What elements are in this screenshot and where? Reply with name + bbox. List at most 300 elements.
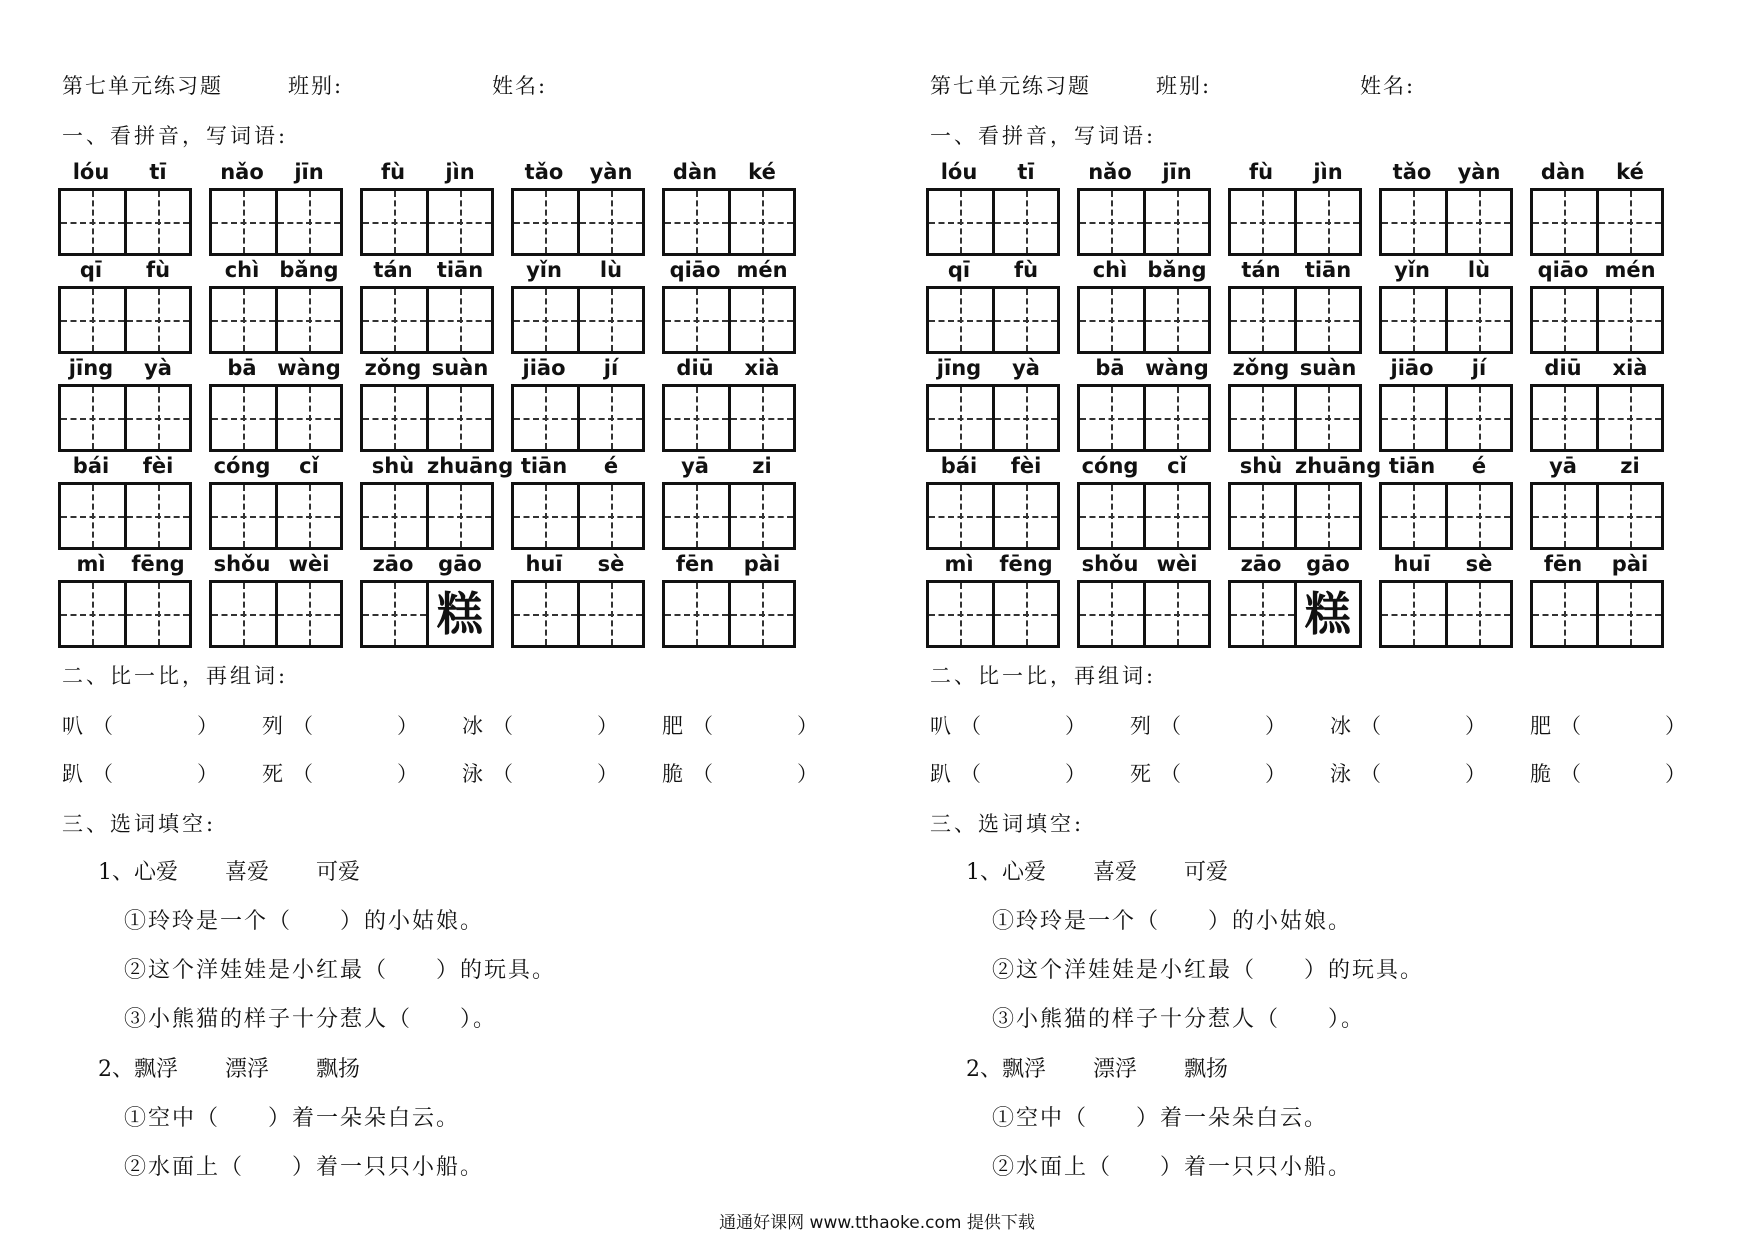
pinyin-word-box bbox=[1530, 356, 1664, 454]
pinyin-label: dàn bbox=[1540, 160, 1586, 184]
writing-cell[interactable] bbox=[212, 387, 275, 449]
answer-blank[interactable] bbox=[92, 758, 218, 788]
compare-item bbox=[1330, 710, 1486, 740]
pinyin-word-box bbox=[1530, 258, 1664, 356]
answer-blank[interactable] bbox=[692, 758, 818, 788]
pinyin-label: jìn bbox=[445, 160, 475, 184]
open-paren: （ bbox=[1160, 714, 1181, 738]
pinyin-label: fēn bbox=[1543, 552, 1583, 576]
pinyin-label: fù bbox=[145, 258, 171, 282]
pinyin-label: jīn bbox=[1162, 160, 1192, 184]
pinyin-label: fù bbox=[1248, 160, 1274, 184]
writing-cell[interactable] bbox=[1382, 191, 1445, 253]
writing-cell[interactable] bbox=[665, 387, 728, 449]
compare-item bbox=[262, 758, 418, 788]
worksheet-title: 第七单元练习题 bbox=[62, 74, 223, 98]
writing-cell[interactable] bbox=[1294, 191, 1360, 253]
compare-item bbox=[1130, 710, 1286, 740]
pinyin-label: dàn bbox=[672, 160, 718, 184]
writing-cell[interactable] bbox=[124, 191, 190, 253]
word-option: 喜爱 bbox=[225, 860, 270, 885]
writing-cell[interactable] bbox=[929, 191, 992, 253]
open-paren: （ bbox=[960, 714, 981, 738]
close-paren: ） bbox=[597, 762, 618, 786]
answer-blank[interactable] bbox=[292, 710, 418, 740]
character-cells bbox=[1379, 188, 1513, 256]
pinyin-label: wàng bbox=[277, 356, 341, 380]
open-paren: （ bbox=[492, 714, 513, 738]
pinyin-label: tǎo bbox=[1392, 160, 1432, 184]
pinyin-word-box bbox=[511, 258, 645, 356]
writing-cell[interactable] bbox=[1231, 583, 1294, 645]
word-options-1 bbox=[966, 855, 1268, 886]
writing-cell[interactable] bbox=[665, 583, 728, 645]
pinyin-label: tiān bbox=[1388, 454, 1436, 478]
writing-cell[interactable] bbox=[124, 387, 190, 449]
character-cells bbox=[58, 580, 192, 648]
writing-cell[interactable] bbox=[1533, 583, 1596, 645]
character-cells bbox=[1077, 482, 1211, 550]
writing-cell[interactable] bbox=[1080, 289, 1143, 351]
writing-cell[interactable] bbox=[992, 485, 1058, 547]
writing-cell[interactable] bbox=[275, 289, 341, 351]
answer-blank[interactable] bbox=[292, 758, 418, 788]
pinyin-label: suàn bbox=[431, 356, 489, 380]
writing-cell[interactable] bbox=[1143, 583, 1209, 645]
pinyin-label: lóu bbox=[72, 160, 110, 184]
compare-character: 肥 bbox=[1530, 714, 1551, 738]
writing-cell[interactable] bbox=[1596, 583, 1662, 645]
pinyin-word-box bbox=[1530, 454, 1664, 552]
character-cells bbox=[209, 286, 343, 354]
pinyin-label: diū bbox=[676, 356, 714, 380]
writing-cell[interactable] bbox=[1143, 485, 1209, 547]
compare-item bbox=[1330, 758, 1486, 788]
word-option: 2、飘浮 bbox=[98, 1057, 178, 1082]
writing-cell[interactable] bbox=[1533, 387, 1596, 449]
writing-cell[interactable] bbox=[728, 289, 794, 351]
writing-cell[interactable] bbox=[275, 387, 341, 449]
pinyin-label: tán bbox=[373, 258, 413, 282]
writing-cell[interactable] bbox=[728, 191, 794, 253]
pinyin-label: mén bbox=[1604, 258, 1656, 282]
section2-heading: 二、比一比，再组词: bbox=[930, 664, 1157, 688]
writing-cell[interactable] bbox=[577, 387, 643, 449]
writing-cell[interactable] bbox=[212, 191, 275, 253]
footer-credit: 通通好课网 www.tthaoke.com 提供下载 bbox=[719, 1213, 1035, 1233]
writing-cell[interactable] bbox=[124, 485, 190, 547]
compare-item bbox=[1130, 758, 1286, 788]
pinyin-label: huī bbox=[525, 552, 563, 576]
writing-cell[interactable] bbox=[929, 485, 992, 547]
pinyin-word-box bbox=[360, 356, 494, 454]
close-paren: ） bbox=[1065, 762, 1086, 786]
name-field-label: 姓名: bbox=[492, 74, 548, 98]
pinyin-word-box bbox=[209, 160, 343, 258]
writing-cell[interactable] bbox=[1382, 387, 1445, 449]
writing-cell[interactable] bbox=[929, 387, 992, 449]
fill-sentence: ①空中（ ）着一朵朵白云。 bbox=[992, 1106, 1329, 1131]
character-cells bbox=[209, 384, 343, 452]
writing-cell[interactable] bbox=[1294, 583, 1360, 645]
close-paren: ） bbox=[1465, 714, 1486, 738]
writing-cell[interactable] bbox=[1445, 191, 1511, 253]
writing-cell[interactable] bbox=[426, 289, 492, 351]
writing-cell[interactable] bbox=[212, 485, 275, 547]
compare-item bbox=[62, 758, 218, 788]
compare-item bbox=[930, 710, 1086, 740]
character-cells bbox=[58, 384, 192, 452]
compare-row-1 bbox=[62, 710, 822, 740]
compare-character: 列 bbox=[1130, 714, 1151, 738]
pinyin-word-box bbox=[511, 160, 645, 258]
compare-item bbox=[462, 710, 618, 740]
pinyin-label: tī bbox=[1017, 160, 1035, 184]
open-paren: （ bbox=[1360, 714, 1381, 738]
compare-item bbox=[62, 710, 218, 740]
pinyin-label: zhuāng bbox=[427, 454, 514, 478]
word-option: 可爱 bbox=[316, 860, 361, 885]
writing-cell[interactable] bbox=[514, 485, 577, 547]
word-option: 漂浮 bbox=[225, 1057, 270, 1082]
writing-cell[interactable] bbox=[61, 485, 124, 547]
pinyin-label: tī bbox=[149, 160, 167, 184]
pinyin-label: tiān bbox=[1304, 258, 1352, 282]
writing-cell[interactable] bbox=[275, 583, 341, 645]
fill-sentence: ②这个洋娃娃是小红最（ ）的玩具。 bbox=[992, 958, 1425, 983]
open-paren: （ bbox=[492, 762, 513, 786]
writing-cell[interactable] bbox=[1382, 485, 1445, 547]
worksheet-title: 第七单元练习题 bbox=[930, 74, 1091, 98]
writing-cell[interactable] bbox=[929, 289, 992, 351]
pinyin-label: zhuāng bbox=[1295, 454, 1382, 478]
writing-cell[interactable] bbox=[426, 387, 492, 449]
open-paren: （ bbox=[1360, 762, 1381, 786]
character-cells bbox=[58, 482, 192, 550]
pinyin-label: jí bbox=[1471, 356, 1487, 380]
writing-cell[interactable] bbox=[1382, 289, 1445, 351]
character-cells bbox=[1379, 286, 1513, 354]
writing-cell[interactable] bbox=[363, 289, 426, 351]
answer-blank[interactable] bbox=[1160, 710, 1286, 740]
writing-cell[interactable] bbox=[124, 289, 190, 351]
pinyin-label: mì bbox=[944, 552, 974, 576]
writing-cell[interactable] bbox=[275, 191, 341, 253]
answer-blank[interactable] bbox=[1160, 758, 1286, 788]
compare-character: 脆 bbox=[1530, 762, 1551, 786]
writing-cell[interactable] bbox=[1596, 289, 1662, 351]
character-cells bbox=[926, 286, 1060, 354]
pinyin-word-box bbox=[1077, 258, 1211, 356]
writing-cell[interactable] bbox=[1445, 485, 1511, 547]
pinyin-label: bái bbox=[72, 454, 110, 478]
fill-sentence: ②这个洋娃娃是小红最（ ）的玩具。 bbox=[124, 958, 557, 983]
writing-cell[interactable] bbox=[1382, 583, 1445, 645]
compare-character: 冰 bbox=[1330, 714, 1351, 738]
answer-blank[interactable] bbox=[960, 710, 1086, 740]
pinyin-label: zi bbox=[752, 454, 772, 478]
close-paren: ） bbox=[397, 762, 418, 786]
writing-cell[interactable] bbox=[1231, 485, 1294, 547]
pinyin-word-box bbox=[209, 454, 343, 552]
character-cells bbox=[1228, 286, 1362, 354]
pinyin-writing-grid bbox=[58, 160, 803, 660]
open-paren: （ bbox=[1560, 762, 1581, 786]
answer-blank[interactable] bbox=[960, 758, 1086, 788]
pinyin-label: jiāo bbox=[522, 356, 566, 380]
character-cells bbox=[511, 286, 645, 354]
writing-cell[interactable] bbox=[992, 191, 1058, 253]
word-option: 飘扬 bbox=[316, 1057, 361, 1082]
writing-cell[interactable] bbox=[992, 387, 1058, 449]
character-cells bbox=[360, 384, 494, 452]
character-cells bbox=[1379, 384, 1513, 452]
pinyin-label: tiān bbox=[436, 258, 484, 282]
compare-character: 脆 bbox=[662, 762, 683, 786]
pinyin-word-box bbox=[926, 258, 1060, 356]
writing-cell[interactable] bbox=[363, 191, 426, 253]
pinyin-label: qī bbox=[947, 258, 971, 282]
writing-cell[interactable] bbox=[1231, 191, 1294, 253]
writing-cell[interactable] bbox=[1080, 191, 1143, 253]
character-cells bbox=[209, 188, 343, 256]
writing-cell[interactable] bbox=[212, 583, 275, 645]
answer-blank[interactable] bbox=[92, 710, 218, 740]
pinyin-label: fù bbox=[380, 160, 406, 184]
writing-cell[interactable] bbox=[1533, 289, 1596, 351]
word-option: 喜爱 bbox=[1093, 860, 1138, 885]
pinyin-word-box bbox=[926, 160, 1060, 258]
compare-row-1 bbox=[930, 710, 1690, 740]
pinyin-word-box bbox=[360, 160, 494, 258]
compare-item bbox=[262, 710, 418, 740]
pinyin-label: fēn bbox=[675, 552, 715, 576]
writing-cell[interactable] bbox=[1533, 191, 1596, 253]
character-cells bbox=[1228, 482, 1362, 550]
character-cells bbox=[662, 188, 796, 256]
fill-sentence: ①空中（ ）着一朵朵白云。 bbox=[124, 1106, 461, 1131]
writing-cell[interactable] bbox=[1143, 387, 1209, 449]
writing-cell[interactable] bbox=[212, 289, 275, 351]
writing-cell[interactable] bbox=[363, 485, 426, 547]
compare-character: 死 bbox=[1130, 762, 1151, 786]
answer-blank[interactable] bbox=[1560, 710, 1686, 740]
writing-cell[interactable] bbox=[1596, 485, 1662, 547]
pinyin-label: fèi bbox=[1010, 454, 1042, 478]
pinyin-word-box bbox=[926, 552, 1060, 650]
compare-character: 肥 bbox=[662, 714, 683, 738]
open-paren: （ bbox=[92, 762, 113, 786]
compare-item bbox=[462, 758, 618, 788]
writing-cell[interactable] bbox=[992, 289, 1058, 351]
pinyin-label: chì bbox=[1092, 258, 1128, 282]
pinyin-word-box bbox=[209, 258, 343, 356]
writing-cell[interactable] bbox=[1294, 387, 1360, 449]
worksheet-header bbox=[62, 70, 822, 102]
pinyin-label: é bbox=[603, 454, 619, 478]
writing-cell[interactable] bbox=[124, 583, 190, 645]
pinyin-word-box bbox=[58, 454, 192, 552]
pinyin-word-box bbox=[1379, 454, 1513, 552]
compare-item bbox=[1530, 710, 1686, 740]
writing-cell[interactable] bbox=[1143, 289, 1209, 351]
compare-item bbox=[1530, 758, 1686, 788]
open-paren: （ bbox=[292, 762, 313, 786]
writing-cell[interactable] bbox=[363, 583, 426, 645]
pinyin-word-box bbox=[1077, 552, 1211, 650]
character-cells bbox=[511, 482, 645, 550]
pinyin-label: wàng bbox=[1145, 356, 1209, 380]
worksheet-right bbox=[868, 0, 1686, 1200]
writing-cell[interactable] bbox=[1294, 485, 1360, 547]
pinyin-label: jiāo bbox=[1390, 356, 1434, 380]
character-cells bbox=[1530, 580, 1664, 648]
answer-blank[interactable] bbox=[1360, 710, 1486, 740]
writing-cell[interactable] bbox=[728, 387, 794, 449]
writing-cell[interactable] bbox=[1080, 583, 1143, 645]
writing-cell[interactable] bbox=[1231, 289, 1294, 351]
answer-blank[interactable] bbox=[492, 758, 618, 788]
pinyin-label: cǐ bbox=[299, 454, 319, 478]
pinyin-word-box bbox=[1228, 454, 1382, 552]
character-cells bbox=[1228, 580, 1362, 648]
pinyin-label: pài bbox=[1611, 552, 1649, 576]
writing-cell[interactable] bbox=[61, 387, 124, 449]
character-cells bbox=[360, 286, 494, 354]
character-cells bbox=[1228, 384, 1362, 452]
writing-cell[interactable] bbox=[1445, 289, 1511, 351]
pinyin-label: shǒu bbox=[1081, 552, 1139, 576]
writing-cell[interactable] bbox=[1445, 387, 1511, 449]
pinyin-word-box bbox=[926, 454, 1060, 552]
pinyin-label: yà bbox=[144, 356, 172, 380]
pinyin-label: zāo bbox=[372, 552, 414, 576]
answer-blank[interactable] bbox=[692, 710, 818, 740]
pinyin-label: yǐn bbox=[1394, 258, 1430, 282]
worksheet-header bbox=[930, 70, 1690, 102]
writing-cell[interactable] bbox=[1533, 485, 1596, 547]
pinyin-label: wèi bbox=[288, 552, 330, 576]
writing-cell[interactable] bbox=[426, 583, 492, 645]
compare-character: 泳 bbox=[462, 762, 483, 786]
section3-heading: 三、选词填空: bbox=[930, 812, 1085, 836]
writing-cell[interactable] bbox=[665, 289, 728, 351]
pinyin-label: sè bbox=[597, 552, 625, 576]
pinyin-word-box bbox=[1379, 552, 1513, 650]
pinyin-label: yàn bbox=[1457, 160, 1501, 184]
pinyin-label: bǎng bbox=[1147, 258, 1207, 282]
pinyin-word-box bbox=[1379, 356, 1513, 454]
writing-cell[interactable] bbox=[1080, 387, 1143, 449]
writing-cell[interactable] bbox=[426, 485, 492, 547]
writing-cell[interactable] bbox=[1231, 387, 1294, 449]
pinyin-label: yà bbox=[1012, 356, 1040, 380]
writing-cell[interactable] bbox=[577, 583, 643, 645]
writing-cell[interactable] bbox=[426, 191, 492, 253]
close-paren: ） bbox=[1065, 714, 1086, 738]
pinyin-label: xià bbox=[744, 356, 780, 380]
pinyin-label: nǎo bbox=[220, 160, 264, 184]
pinyin-label: ké bbox=[1616, 160, 1644, 184]
writing-cell[interactable] bbox=[992, 583, 1058, 645]
writing-cell[interactable] bbox=[1294, 289, 1360, 351]
pinyin-label: lù bbox=[1467, 258, 1491, 282]
character-cells bbox=[662, 580, 796, 648]
writing-cell[interactable] bbox=[577, 191, 643, 253]
writing-cell[interactable] bbox=[577, 485, 643, 547]
word-options-2 bbox=[98, 1052, 400, 1083]
writing-cell[interactable] bbox=[665, 191, 728, 253]
writing-cell[interactable] bbox=[728, 583, 794, 645]
compare-character: 叭 bbox=[930, 714, 951, 738]
writing-cell[interactable] bbox=[275, 485, 341, 547]
writing-cell[interactable] bbox=[514, 583, 577, 645]
writing-cell[interactable] bbox=[1596, 387, 1662, 449]
writing-cell[interactable] bbox=[514, 289, 577, 351]
word-option: 2、飘浮 bbox=[966, 1057, 1046, 1082]
writing-cell[interactable] bbox=[1445, 583, 1511, 645]
compare-character: 死 bbox=[262, 762, 283, 786]
writing-cell[interactable] bbox=[514, 387, 577, 449]
pinyin-label: chì bbox=[224, 258, 260, 282]
answer-blank[interactable] bbox=[492, 710, 618, 740]
pinyin-label: yàn bbox=[589, 160, 633, 184]
writing-cell[interactable] bbox=[1143, 191, 1209, 253]
writing-cell[interactable] bbox=[61, 583, 124, 645]
character-cells bbox=[1530, 384, 1664, 452]
pinyin-label: suàn bbox=[1299, 356, 1357, 380]
pinyin-label: tán bbox=[1241, 258, 1281, 282]
pinyin-word-box bbox=[58, 356, 192, 454]
writing-cell[interactable] bbox=[363, 387, 426, 449]
character-cells bbox=[926, 580, 1060, 648]
word-option: 飘扬 bbox=[1184, 1057, 1229, 1082]
pinyin-label: bā bbox=[1095, 356, 1125, 380]
character-cells bbox=[511, 188, 645, 256]
pinyin-label: tǎo bbox=[524, 160, 564, 184]
pinyin-label: zǒng bbox=[364, 356, 422, 380]
close-paren: ） bbox=[1265, 762, 1286, 786]
compare-character: 冰 bbox=[462, 714, 483, 738]
writing-cell[interactable] bbox=[929, 583, 992, 645]
writing-cell[interactable] bbox=[1080, 485, 1143, 547]
pinyin-label: fèi bbox=[142, 454, 174, 478]
open-paren: （ bbox=[1160, 762, 1181, 786]
writing-cell[interactable] bbox=[577, 289, 643, 351]
writing-cell[interactable] bbox=[665, 485, 728, 547]
pinyin-word-box bbox=[511, 356, 645, 454]
answer-blank[interactable] bbox=[1560, 758, 1686, 788]
writing-cell[interactable] bbox=[61, 191, 124, 253]
close-paren: ） bbox=[197, 762, 218, 786]
pinyin-label: jīn bbox=[294, 160, 324, 184]
section1-heading: 一、看拼音，写词语: bbox=[62, 124, 289, 148]
pinyin-label: fēng bbox=[131, 552, 185, 576]
name-field-label: 姓名: bbox=[1360, 74, 1416, 98]
compare-character: 列 bbox=[262, 714, 283, 738]
answer-blank[interactable] bbox=[1360, 758, 1486, 788]
character-cells bbox=[360, 188, 494, 256]
writing-cell[interactable] bbox=[1596, 191, 1662, 253]
writing-cell[interactable] bbox=[61, 289, 124, 351]
close-paren: ） bbox=[797, 762, 818, 786]
compare-character: 趴 bbox=[930, 762, 951, 786]
pinyin-word-box bbox=[662, 258, 796, 356]
pinyin-label: zi bbox=[1620, 454, 1640, 478]
writing-cell[interactable] bbox=[514, 191, 577, 253]
pinyin-label: gāo bbox=[1306, 552, 1350, 576]
writing-cell[interactable] bbox=[728, 485, 794, 547]
